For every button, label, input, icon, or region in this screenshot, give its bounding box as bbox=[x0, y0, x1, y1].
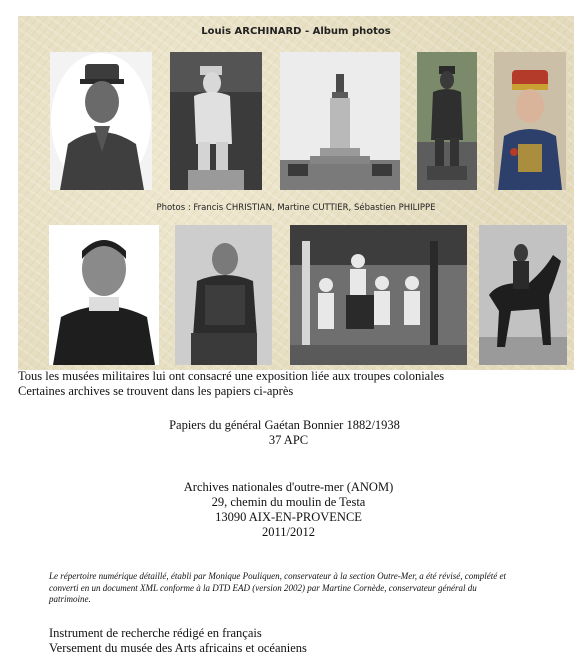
photo-bronze-statue bbox=[417, 52, 477, 190]
photo-officer-seated bbox=[175, 225, 272, 365]
photo-bust-portrait bbox=[50, 52, 152, 190]
archive-name: Archives nationales d'outre-mer (ANOM) bbox=[183, 480, 394, 494]
photo-color-portrait bbox=[494, 52, 566, 190]
photo-horse-rider bbox=[479, 225, 567, 365]
archive-years: 2011/2012 bbox=[261, 525, 315, 539]
archive-city: 13090 AIX-EN-PROVENCE bbox=[215, 510, 362, 524]
finding-aid-description: Le répertoire numérique détaillé, établi par Monique Pouliquen, conservateur à la section Outre-Mer, a été révisé, complété et converti en un document XML conforme à la DTD EAD (version 2002) par Martine Cornède, conservateur général du patrimoine. bbox=[49, 571, 506, 604]
photo-colonial-group bbox=[290, 225, 467, 365]
archive-street: 29, chemin du moulin de Testa bbox=[211, 495, 366, 509]
language-note: Instrument de recherche rédigé en français bbox=[49, 626, 262, 640]
intro-line-1: Tous les musées militaires lui ont consacré une exposition liée aux troupes coloniales bbox=[18, 369, 445, 383]
album-title: Louis ARCHINARD - Album photos bbox=[201, 26, 391, 37]
intro-line-2: Certaines archives se trouvent dans les papiers ci-après bbox=[18, 384, 294, 398]
photo-monument bbox=[280, 52, 400, 190]
photo-credits: Photos : Francis CHRISTIAN, Martine CUTTIER, Sébastien PHILIPPE bbox=[156, 203, 436, 213]
papers-title: Papiers du général Gaétan Bonnier 1882/1938 bbox=[169, 418, 400, 432]
photo-statue-workshop bbox=[170, 52, 262, 190]
photo-young-officer bbox=[49, 225, 159, 365]
photo-album-panel bbox=[18, 16, 574, 370]
deposit-note: Versement du musée des Arts africains et océaniens bbox=[49, 641, 307, 655]
papers-reference: 37 APC bbox=[268, 433, 309, 447]
